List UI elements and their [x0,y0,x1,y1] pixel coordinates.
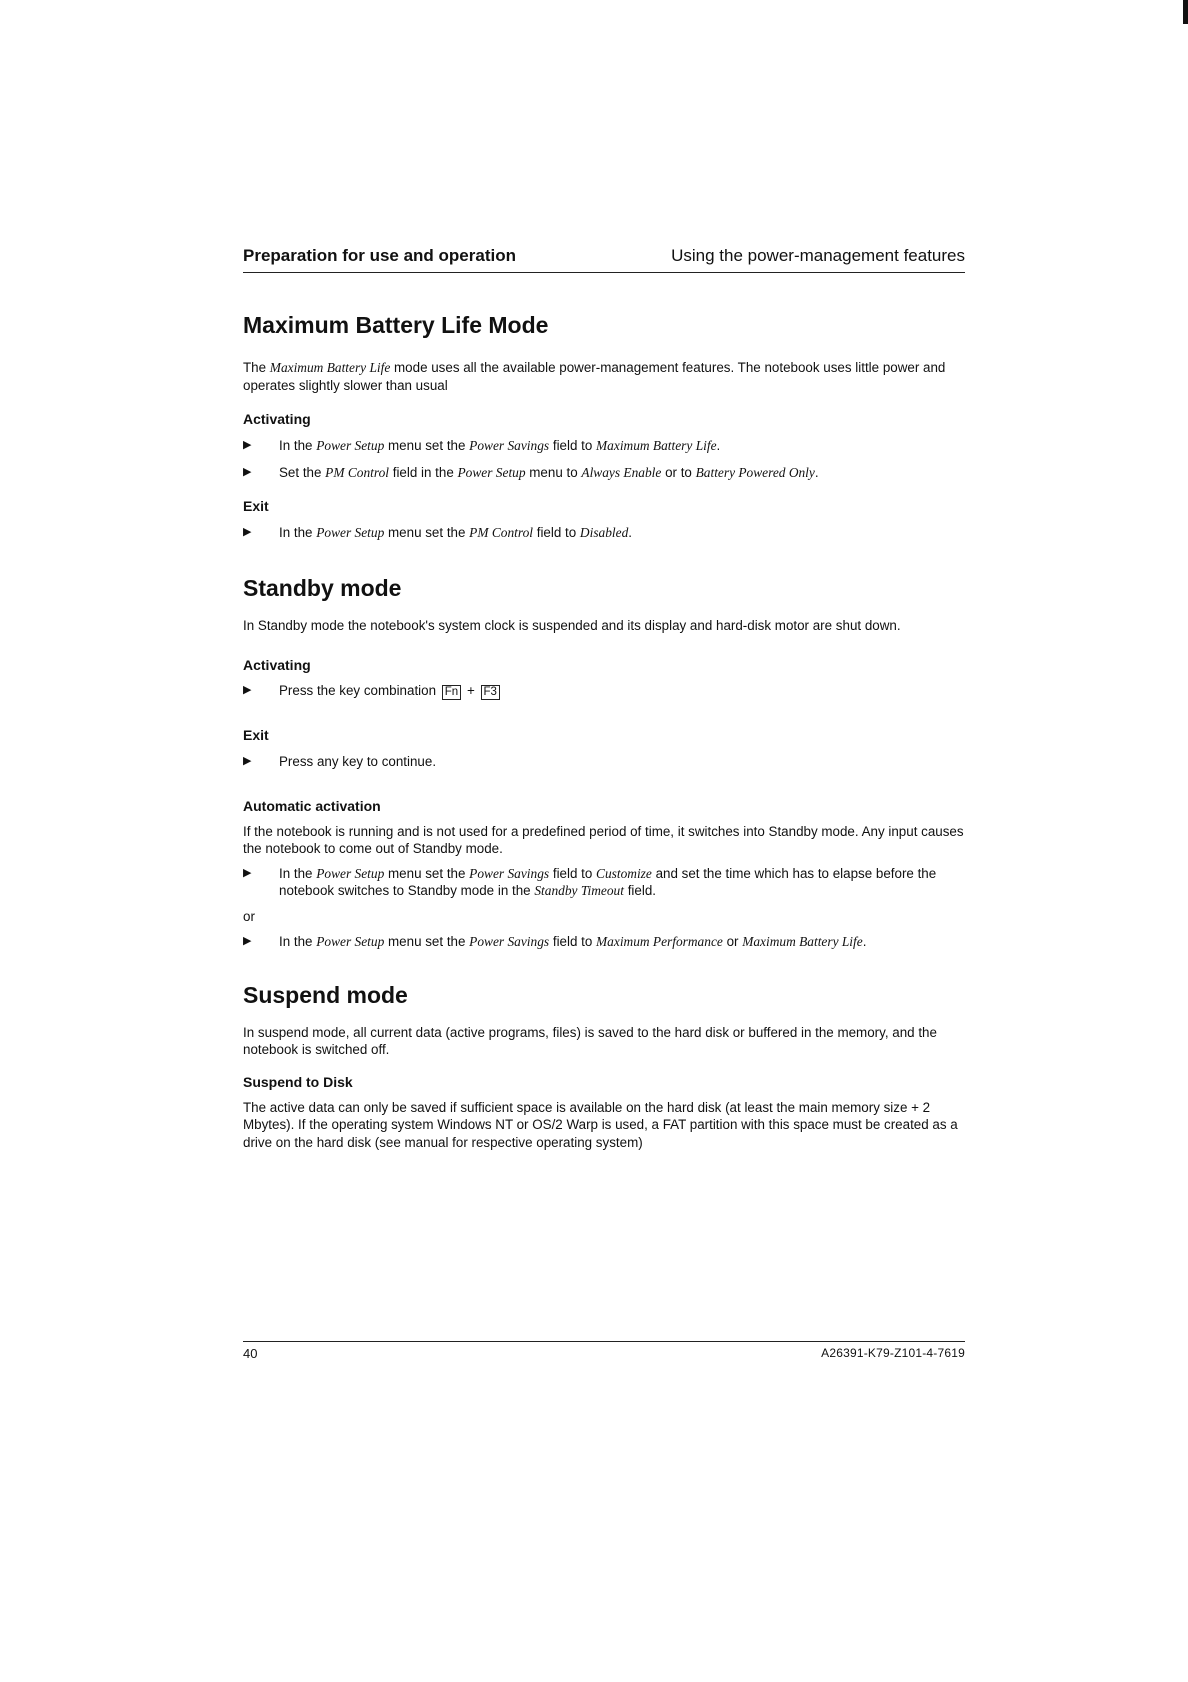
key-fn: Fn [442,685,461,700]
list-item: ▶ In the Power Setup menu set the Power Savings field to Customize and set the time which has to elapse before the notebook switches to Standby mode in the Standby Timeout field. [243,865,937,898]
max-battery-exit-heading: Exit [243,498,269,514]
standby-auto-text: If the notebook is running and is not used for a predefined period of time, it switches into Standby mode. Any input causes the notebook to come out of Standby mode. [243,823,964,856]
suspend-disk-heading: Suspend to Disk [243,1073,353,1090]
section-title-suspend: Suspend mode [243,981,408,1008]
max-battery-activating-heading: Activating [243,411,311,427]
bullet-arrow-icon: ▶ [243,465,252,478]
max-battery-intro: The Maximum Battery Life mode uses all the available power-management features. The notebook uses little power and operates slightly slower than usual [243,360,946,393]
bullet-arrow-icon: ▶ [243,755,252,767]
section-title-standby: Standby mode [243,574,402,601]
bullet-arrow-icon: ▶ [243,935,252,947]
key-f3: F3 [481,685,500,700]
document-id: A26391-K79-Z101-4-7619 [821,1346,965,1360]
list-item: ▶ In the Power Setup menu set the PM Control field to Disabled. [243,525,633,540]
list-item: ▶ Press any key to continue. [243,754,437,769]
header-section: Using the power-management features [671,246,965,265]
page-body [243,246,965,1151]
standby-exit-heading: Exit [243,727,269,743]
corner-mark [1183,0,1188,24]
header-chapter: Preparation for use and operation [243,246,516,265]
suspend-disk-text: The active data can only be saved if sufficient space is available on the hard disk (at least the main memory size + 2 Mbytes). If the operating system Windows NT or OS/2 Warp is used, a FAT partition with this space must be created as a drive on the hard disk (see manual for respective operating system) [243,1099,958,1150]
list-item: ▶ In the Power Setup menu set the Power Savings field to Maximum Battery Life. [243,438,721,453]
bullet-arrow-icon: ▶ [243,684,252,696]
standby-activating-heading: Activating [243,657,311,673]
suspend-intro: In suspend mode, all current data (active programs, files) is saved to the hard disk or buffered in the memory, and the notebook is switched off. [243,1024,937,1057]
page-footer [243,1341,965,1361]
standby-auto-heading: Automatic activation [243,797,381,814]
bullet-arrow-icon: ▶ [243,526,252,538]
section-title-max-battery: Maximum Battery Life Mode [243,312,549,338]
list-item: ▶ Press the key combination Fn + F3 [243,682,965,700]
or-text: or [243,908,255,924]
running-header [243,246,965,273]
bullet-arrow-icon: ▶ [243,866,252,879]
standby-intro: In Standby mode the notebook's system clock is suspended and its display and hard-disk motor are shut down. [243,617,901,633]
list-item: ▶ Set the PM Control field in the Power Setup menu to Always Enable or to Battery Powered Only. [243,464,819,480]
bullet-arrow-icon: ▶ [243,439,252,451]
page-number: 40 [243,1346,258,1361]
list-item: ▶ In the Power Setup menu set the Power Savings field to Maximum Performance or Maximum Battery Life. [243,934,867,949]
